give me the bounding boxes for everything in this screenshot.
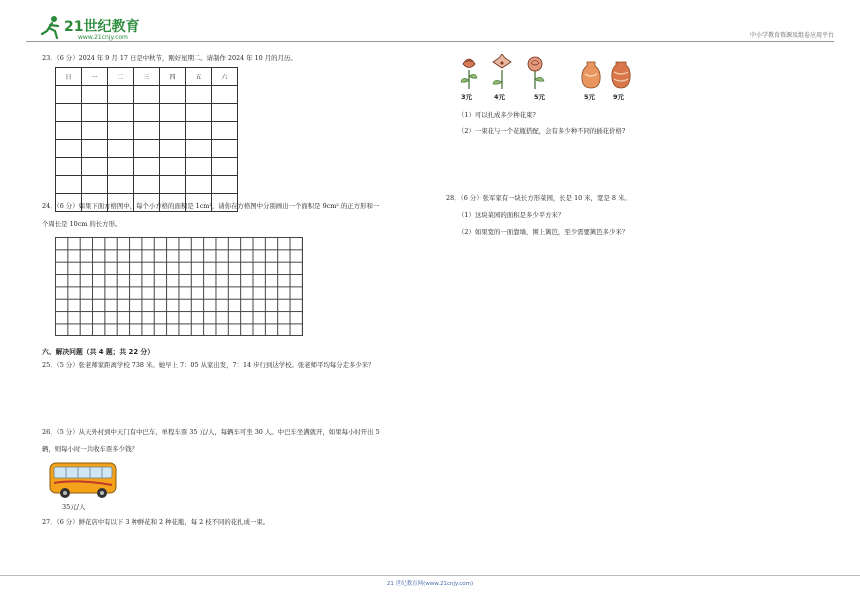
calendar-cell[interactable]: [82, 140, 108, 158]
calendar-cell[interactable]: [212, 140, 238, 158]
calendar-cell[interactable]: [160, 86, 186, 104]
weekday-sun: 日: [56, 68, 82, 86]
calendar-cell[interactable]: [160, 104, 186, 122]
calendar-table: [55, 67, 238, 212]
calendar-cell[interactable]: [212, 176, 238, 194]
question-28-sub2: （2）如果宽的一面靠墙，围上篱笆，至少需要篱笆多少米？: [458, 228, 629, 236]
calendar-cell[interactable]: [212, 122, 238, 140]
rose-flower-icon: [456, 54, 482, 90]
question-27-sub1: （1）可以扎成多少种花束?: [458, 111, 536, 119]
calendar-cell[interactable]: [82, 104, 108, 122]
logo-url: www.21cnjy.com: [78, 34, 128, 41]
vase-2-icon: [610, 60, 632, 90]
flower-price-1: 3元: [461, 93, 473, 101]
calendar-cell[interactable]: [108, 86, 134, 104]
calendar-cell[interactable]: [56, 86, 82, 104]
question-27: 27．（6 分）鲜花店中有以下 3 种鲜花和 2 种花瓶，每 2 枝不同的花扎成一束。: [42, 518, 270, 526]
calendar-cell[interactable]: [134, 86, 160, 104]
weekday-mon: 一: [82, 68, 108, 86]
calendar-cell[interactable]: [186, 104, 212, 122]
tulip-flower-icon: [522, 54, 548, 90]
bus-icon: [48, 459, 120, 501]
calendar-cell[interactable]: [108, 158, 134, 176]
question-24-line1: 24．（6 分）如果下面方格图中，每个小方格的面积是 1cm²，请你在方格图中分别画出一个面积是 9cm² 的正方形和一: [42, 202, 380, 210]
vase-price-1: 5元: [584, 93, 596, 101]
footer-text[interactable]: 21 世纪教育网(www.21cnjy.com): [386, 581, 474, 587]
question-28-sub1: （1）这块菜园的面积是多少平方米？: [458, 211, 565, 219]
footer-divider: [0, 575, 860, 576]
question-25: 25．（5 分）张老师家距离学校 738 米。她早上 7：05 从家出发，7：14 步行到达学校。张老师平均每分走多少米？: [42, 361, 375, 369]
question-28: 28．（6 分）张军家有一块长方形菜园，长是 10 米，宽是 8 米。: [446, 194, 631, 202]
calendar-cell[interactable]: [160, 122, 186, 140]
calendar-cell[interactable]: [160, 158, 186, 176]
calendar-cell[interactable]: [108, 140, 134, 158]
calendar-row: [56, 104, 238, 122]
question-27-sub2: （2）一束花与一个花瓶搭配，会有多少种不同的插花价格?: [458, 127, 626, 135]
calendar-cell[interactable]: [108, 176, 134, 194]
section-title: 六、解决问题（共 4 题；共 22 分）: [42, 348, 155, 356]
calendar-cell[interactable]: [82, 176, 108, 194]
calendar-header-row: [56, 68, 238, 86]
logo-text: 21世纪教育: [64, 19, 140, 35]
question-24-line2: 个周长是 10cm 的长方形。: [42, 220, 122, 228]
vase-1-icon: [580, 60, 602, 90]
calendar-cell[interactable]: [56, 122, 82, 140]
calendar-row: [56, 140, 238, 158]
calendar-cell[interactable]: [56, 104, 82, 122]
square-grid[interactable]: [55, 237, 303, 336]
calendar-cell[interactable]: [108, 104, 134, 122]
lily-flower-icon: [489, 54, 515, 90]
calendar-cell[interactable]: [186, 122, 212, 140]
vase-price-2: 9元: [613, 93, 625, 101]
calendar-cell[interactable]: [134, 140, 160, 158]
calendar-cell[interactable]: [212, 104, 238, 122]
runner-logo-icon: [38, 14, 64, 40]
calendar-cell[interactable]: [186, 140, 212, 158]
calendar-cell[interactable]: [82, 86, 108, 104]
weekday-tue: 二: [108, 68, 134, 86]
calendar-cell[interactable]: [160, 176, 186, 194]
calendar-cell[interactable]: [186, 158, 212, 176]
question-23: 23．（6 分）2024 年 9 月 17 日是中秋节，刚好星期二。请制作 2024 年 10 月的月历。: [42, 54, 297, 62]
calendar-cell[interactable]: [134, 158, 160, 176]
calendar-row: [56, 158, 238, 176]
calendar-cell[interactable]: [56, 140, 82, 158]
flower-price-2: 4元: [494, 93, 506, 101]
weekday-thu: 四: [160, 68, 186, 86]
weekday-wed: 三: [134, 68, 160, 86]
site-logo: [38, 14, 148, 42]
calendar-cell[interactable]: [56, 158, 82, 176]
question-26-line1: 26．（5 分）从天外村到中天门有中巴车，单程车票 35 元/人，每辆车可坐 30 人。中巴车坐满就开，如果每小时开出 5: [42, 428, 380, 436]
calendar-row: [56, 122, 238, 140]
header-divider: [26, 41, 834, 42]
weekday-fri: 五: [186, 68, 212, 86]
calendar-row: [56, 86, 238, 104]
calendar-cell[interactable]: [108, 122, 134, 140]
calendar-cell[interactable]: [134, 176, 160, 194]
calendar-cell[interactable]: [160, 140, 186, 158]
platform-name: 中小学教育资源及组卷应用平台: [749, 32, 834, 39]
calendar-row: [56, 176, 238, 194]
calendar-cell[interactable]: [134, 122, 160, 140]
calendar-cell[interactable]: [186, 86, 212, 104]
question-26-line2: 辆，则每小时一共收车票多少钱？: [42, 445, 138, 453]
calendar-cell[interactable]: [186, 176, 212, 194]
calendar-cell[interactable]: [134, 104, 160, 122]
calendar-cell[interactable]: [56, 176, 82, 194]
calendar-cell[interactable]: [82, 122, 108, 140]
calendar-cell[interactable]: [212, 158, 238, 176]
bus-fare-label: 35元/人: [62, 503, 86, 511]
calendar-cell[interactable]: [212, 86, 238, 104]
weekday-sat: 六: [212, 68, 238, 86]
flower-price-3: 5元: [534, 93, 546, 101]
calendar-cell[interactable]: [82, 158, 108, 176]
